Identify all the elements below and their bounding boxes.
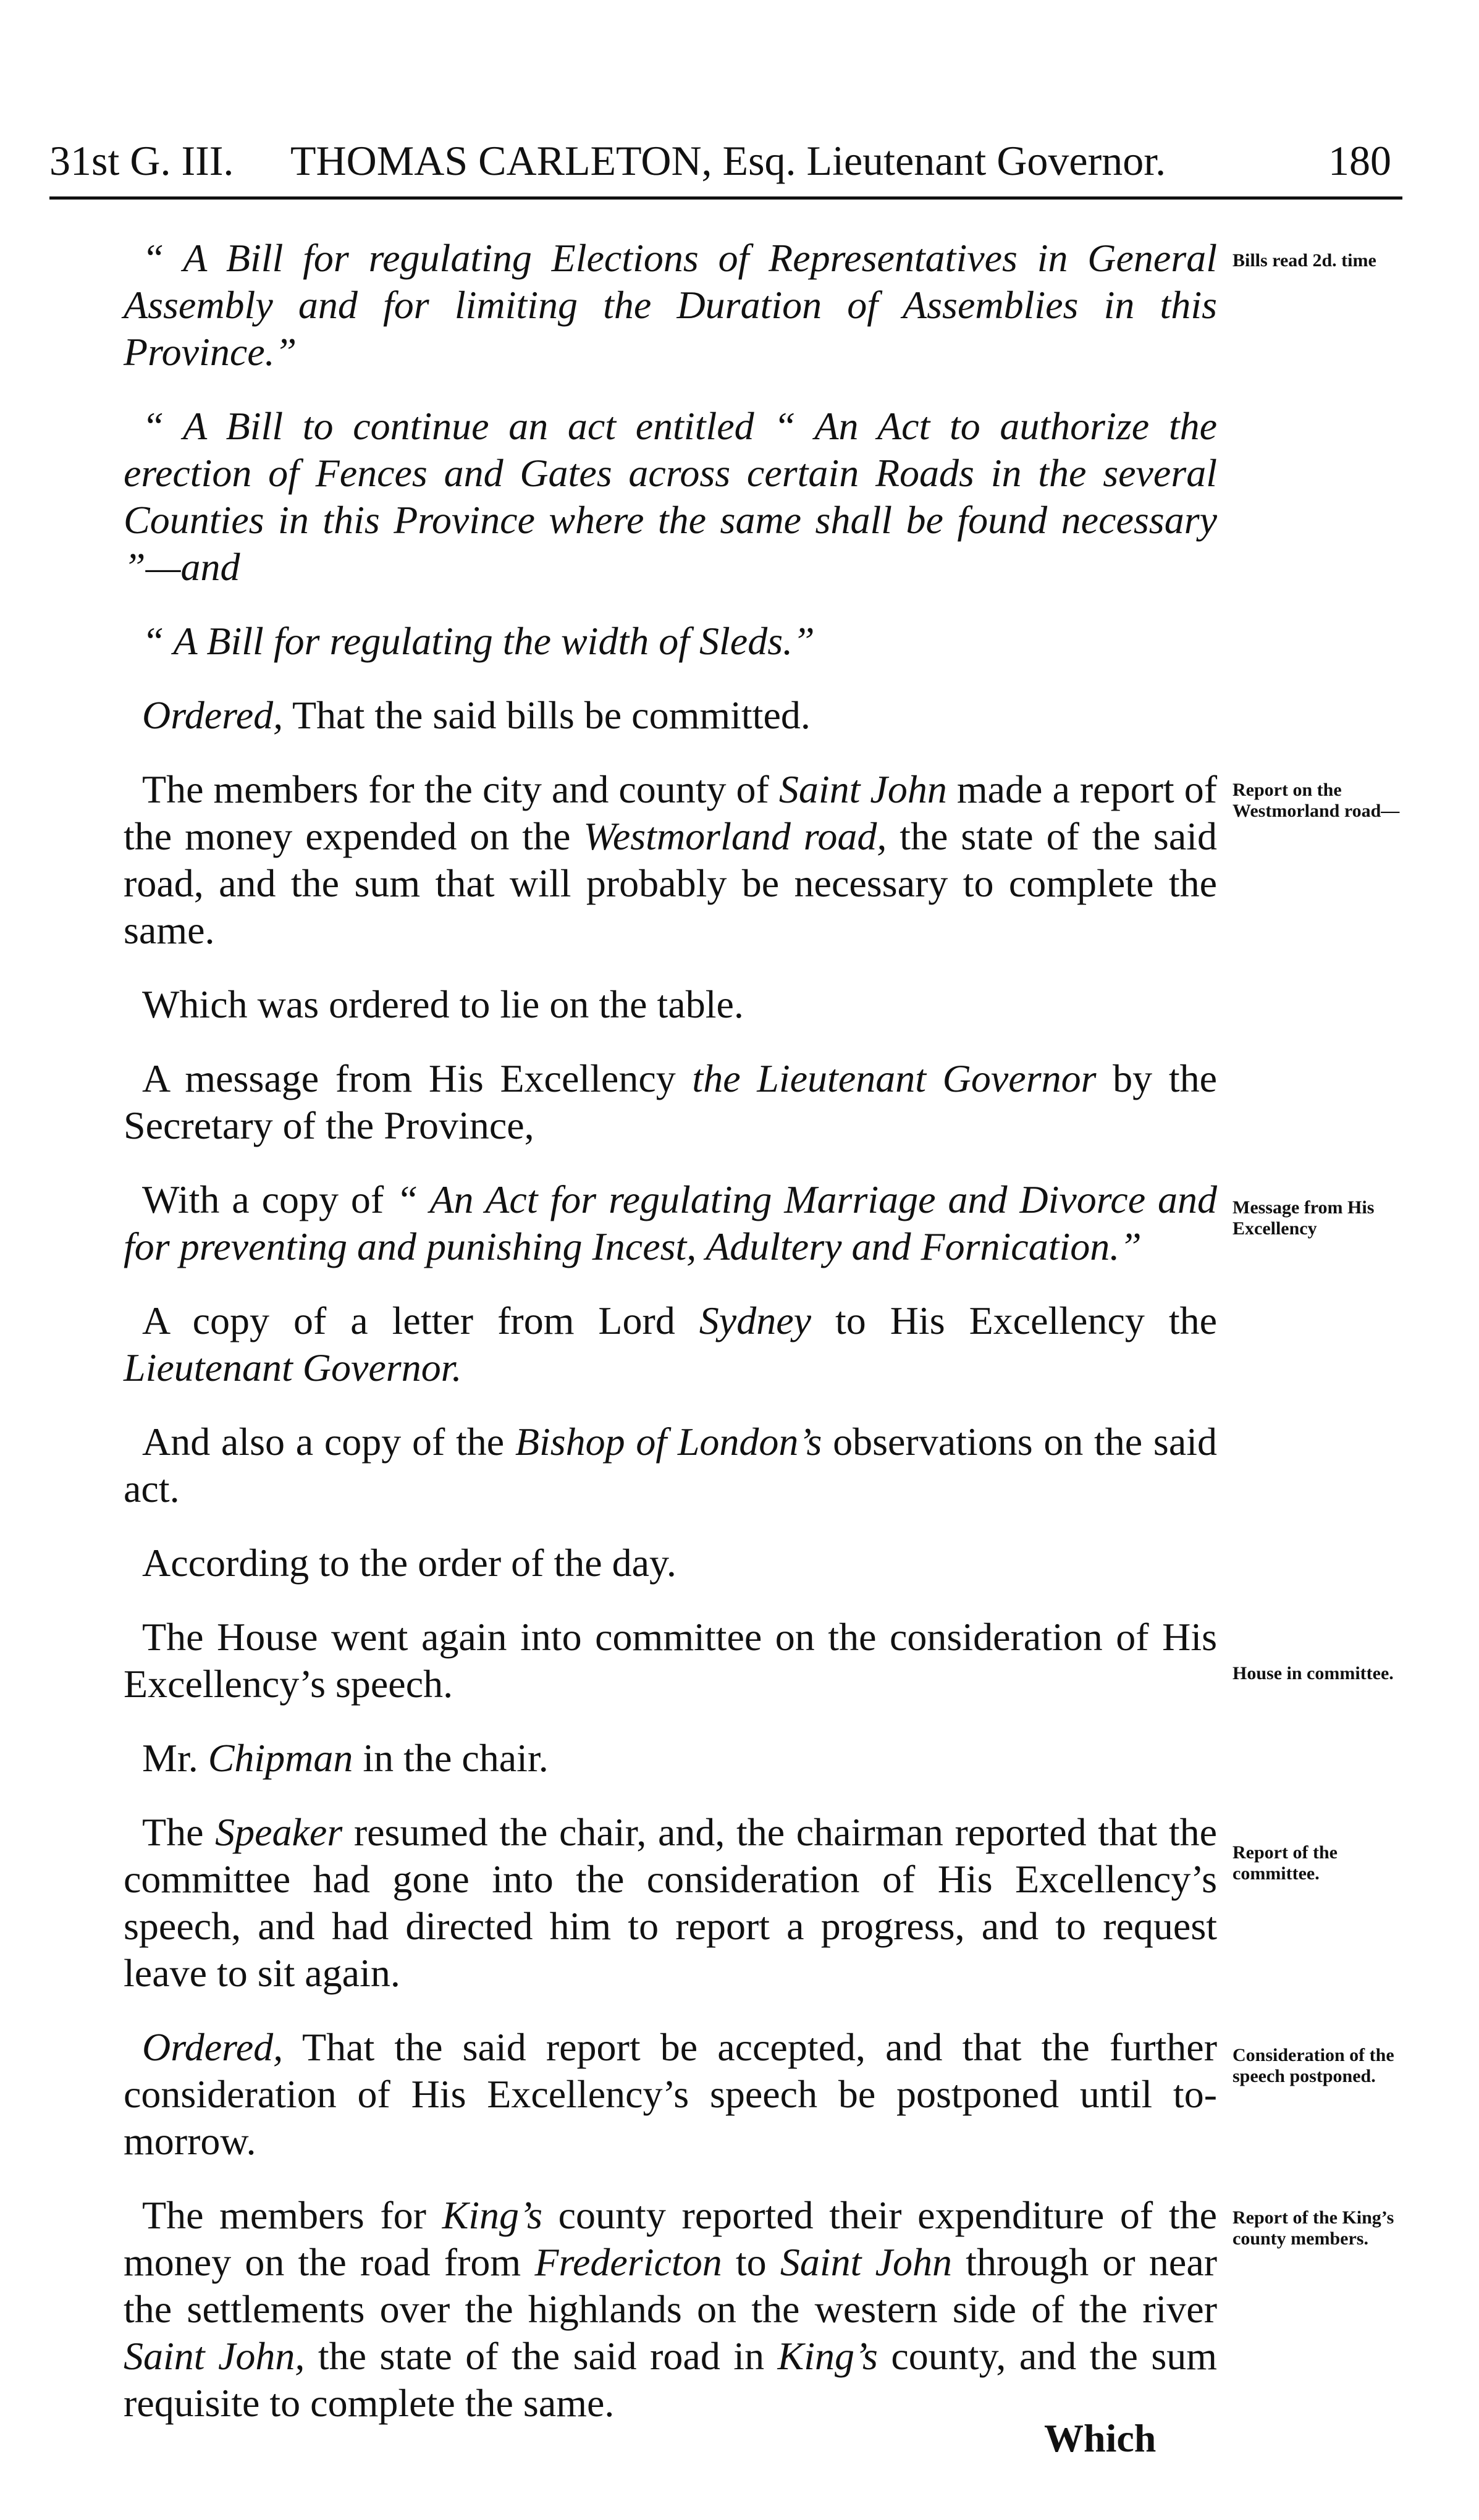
catchword: Which	[1044, 2416, 1157, 2460]
text-run: county reported their expenditure of the money on the road from	[124, 2193, 1218, 2284]
office-name: Lieutenant Governor.	[124, 1346, 462, 1389]
text-run: the state of the said road, and the sum that will probably be necessary to complete the same.	[124, 814, 1218, 952]
page-number: 180	[1328, 137, 1391, 184]
act-title: “ An Act for regulating Marriage and Divorce and for preventing and punishing Incest, Adultery and Fornication.”	[124, 1178, 1217, 1268]
paragraph-saint-john-report	[124, 766, 1217, 954]
ordered-label: Ordered,	[142, 2025, 284, 2069]
text-run: made a report of the money expended on the	[124, 767, 1218, 858]
ordered-text: That the said bills be committed.	[283, 693, 811, 737]
text-run: The members for	[142, 2193, 442, 2237]
main-text	[124, 235, 1217, 2454]
office-name: the Lieutenant Governor	[692, 1056, 1097, 1100]
paragraph-bill-sleds: “ A Bill for regulating the width of Sleds.”	[142, 619, 815, 663]
place-name: Saint John,	[124, 2334, 305, 2378]
paragraph-order-of-day: According to the order of the day.	[142, 1541, 676, 1585]
text-run: through or near the settlements over the highlands on the western side of the river	[124, 2240, 1218, 2331]
text-run: to	[722, 2240, 780, 2284]
text-run: resumed the chair, and, the chairman reported that the committee had gone into the consideration of His Excellency’s speech, and had directed him to report a progress, and to request leave to sit again.	[124, 1810, 1218, 1995]
text-run: in the chair.	[353, 1736, 549, 1780]
paragraph-kings-county-report	[124, 2192, 1217, 2427]
paragraph-marriage-act	[124, 1176, 1217, 1270]
place-name: King’s	[442, 2193, 543, 2237]
text-run: Mr.	[142, 1736, 208, 1780]
text-run: The members for the city and county of	[142, 767, 779, 811]
ordered-text: That the said report be accepted, and that the further consideration of His Excellency’s speech be postponed until to-morrow.	[124, 2025, 1217, 2163]
paragraph-lie-on-table: Which was ordered to lie on the table.	[142, 982, 744, 1026]
text-run: A copy of a letter from Lord	[142, 1299, 699, 1342]
paragraph-bishop-observations	[124, 1418, 1217, 1512]
paragraph-message	[124, 1055, 1217, 1149]
paragraph-house-committee: The House went again into committee on the consideration of His Excellency’s speech.	[124, 1615, 1217, 1706]
margin-note-house-committee: House in committee.	[1232, 1663, 1394, 1684]
person-name: Chipman	[208, 1736, 353, 1780]
paragraph-sydney-letter	[124, 1297, 1217, 1391]
place-name: King’s	[777, 2334, 878, 2378]
margin-note-message: Message from His Excellency	[1232, 1197, 1375, 1239]
person-name: Bishop of London’s	[515, 1420, 822, 1464]
margin-note-bills: Bills read 2d. time	[1232, 250, 1376, 271]
text-run: A message from His Excellency	[142, 1056, 693, 1100]
text-run: And also a copy of the	[142, 1420, 515, 1464]
paragraph-ordered-postponed	[124, 2024, 1217, 2165]
margin-note-kings-county: Report of the King’s county members.	[1232, 2207, 1394, 2249]
header-rule	[49, 196, 1402, 200]
paragraph-bill-fences: “ A Bill to continue an act entitled “ An Act to authorize the erection of Fences and Gates across certain Roads in the several Counties in this Province where the same shall be found necessary ”—and	[124, 404, 1217, 589]
margin-note-report-committee: Report of the committee.	[1232, 1842, 1338, 1884]
place-name: Fredericton	[534, 2240, 722, 2284]
ordered-label: Ordered,	[142, 693, 284, 737]
text-run: to His Excellency the	[811, 1299, 1218, 1342]
text-run: With a copy of	[142, 1178, 397, 1221]
text-run: county, and the sum requisite to complete the same.	[124, 2334, 1218, 2425]
header-title: THOMAS CARLETON, Esq. Lieutenant Governor.	[290, 137, 1166, 184]
paragraph-bill-elections: “ A Bill for regulating Elections of Representatives in General Assembly and for limiting the Duration of Assemblies in this Province.”	[124, 236, 1217, 374]
text-run: The	[142, 1810, 216, 1854]
road-name: Westmorland road,	[583, 814, 887, 858]
place-name: Saint John	[778, 767, 947, 811]
text-run: by the Secretary of the Province,	[124, 1056, 1218, 1147]
margin-note-westmorland: Report on the Westmorland road—	[1232, 780, 1400, 821]
office-name: Speaker	[215, 1810, 343, 1854]
header-regnal-year: 31st G. III.	[49, 137, 234, 184]
text-run: the state of the said road in	[305, 2334, 778, 2378]
paragraph-chipman-chair	[124, 1735, 1217, 1782]
text-run: observations on the said act.	[124, 1420, 1218, 1511]
paragraph-ordered-committed	[124, 692, 1217, 739]
place-name: Saint John	[780, 2240, 952, 2284]
margin-note-consideration: Consideration of the speech postponed.	[1232, 2045, 1394, 2086]
person-name: Sydney	[699, 1299, 812, 1342]
paragraph-speaker-resumed	[124, 1809, 1217, 1997]
